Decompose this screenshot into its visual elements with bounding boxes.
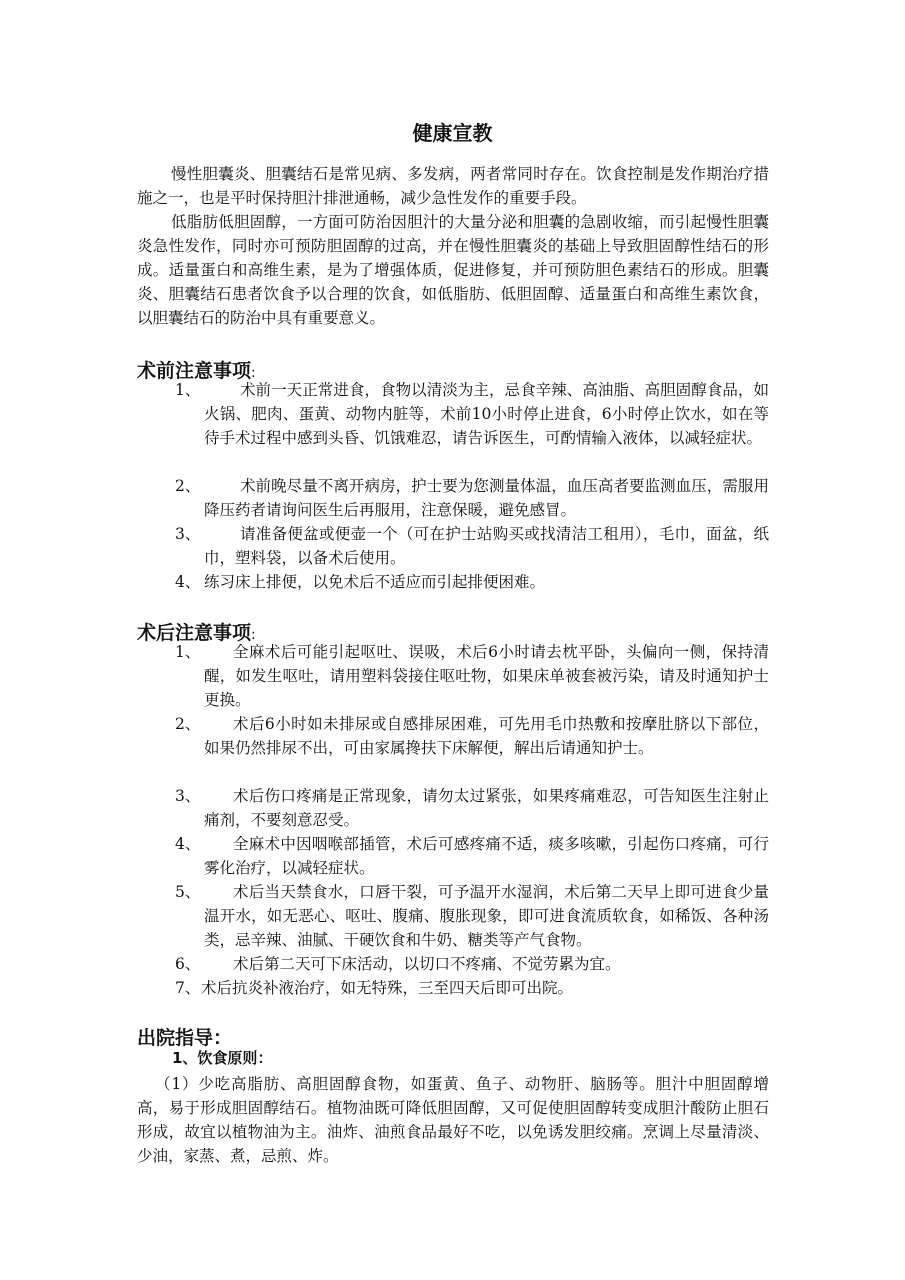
- intro-paragraph-1: 慢性胆囊炎、胆囊结石是常见病、多发病，两者常同时存在。饮食控制是发作期治疗措施之一，也是平时保持胆汁排泄通畅，减少急性发作的重要手段。: [137, 165, 769, 207]
- subheading-diet-principles: 1、饮食原则：: [172, 1049, 273, 1067]
- postop-item: [175, 712, 769, 760]
- postop-item: [175, 880, 769, 952]
- intro-paragraph-2: 低脂肪低胆固醇，一方面可防治因胆汁的大量分泌和胆囊的急剧收缩，而引起慢性胆囊炎急性发作，同时亦可预防胆固醇的过高，并在慢性胆囊炎的基础上导致胆固醇性结石的形成。适量蛋白和高维生素，是为了增强体质，促进修复，并可预防胆色素结石的形成。胆囊炎、胆囊结石患者饮食予以合理的饮食，如低脂肪、低胆固醇、适量蛋白和高维生素饮食，以胆囊结石的防治中具有重要意义。: [137, 213, 769, 327]
- postop-heading-text: 术后注意事项: [137, 622, 252, 644]
- preop-item: [175, 378, 769, 450]
- postop-item-number: 6、: [175, 955, 201, 973]
- section-heading-discharge: 出院指导：: [137, 1027, 233, 1049]
- postop-item-text: 术后第二天可下床活动，以切口不疼痛、不觉劳累为宜。: [233, 955, 621, 973]
- postop-item-number: 3、: [175, 787, 201, 805]
- postop-item: [175, 640, 769, 712]
- preop-item-number: 4、: [175, 573, 201, 591]
- preop-item-text: 术前晚尽量不离开病房，护士要为您测量体温，血压高者要监测血压，需服用降压药者请询问医生后再服用，注意保暖，避免感冒。: [204, 477, 769, 519]
- postop-item-text: 术后6小时如未排尿或自感排尿困难，可先用毛巾热敷和按摩肚脐以下部位，如果仍然排尿不出，可由家属搀扶下床解便，解出后请通知护士。: [204, 715, 769, 757]
- preop-heading-colon: :: [251, 365, 256, 381]
- preop-item-number: 2、: [175, 477, 201, 495]
- preop-item-text: 术前一天正常进食，食物以清淡为主，忌食辛辣、高油脂、高胆固醇食品，如火锅、肥肉、蛋黄、动物内脏等，术前10小时停止进食，6小时停止饮水，如在等待手术过程中感到头昏、饥饿难忍，请告诉医生，可酌情输入液体，以减轻症状。: [204, 381, 769, 447]
- preop-heading-text: 术前注意事项: [137, 360, 252, 382]
- postop-item-number: 5、: [175, 883, 201, 901]
- preop-item-number: 1、: [175, 381, 201, 399]
- postop-heading-colon: :: [251, 627, 256, 643]
- postop-item-number: 7、: [175, 979, 201, 997]
- postop-item-text: 术后抗炎补液治疗，如无特殊，三至四天后即可出院。: [201, 979, 574, 997]
- preop-item: [175, 522, 769, 570]
- postop-item: [175, 952, 769, 976]
- preop-item: [175, 474, 769, 522]
- preop-item-text: 练习床上排便，以免术后不适应而引起排便困难。: [204, 573, 546, 591]
- postop-item-number: 2、: [175, 715, 201, 733]
- postop-item-number: 4、: [175, 835, 201, 853]
- postop-item-text: 术后伤口疼痛是正常现象，请勿太过紧张，如果疼痛难忍，可告知医生注射止痛剂，不要刻意忍受。: [204, 787, 769, 829]
- postop-item-text: 全麻术后可能引起呕吐、误吸，术后6小时请去枕平卧，头偏向一侧，保持清醒，如发生呕吐，请用塑料袋接住呕吐物，如果床单被套被污染，请及时通知护士更换。: [204, 643, 769, 709]
- postop-item-text: 全麻术中因咽喉部插管，术后可感疼痛不适，痰多咳嗽，引起伤口疼痛，可行雾化治疗，以减轻症状。: [204, 835, 769, 877]
- preop-item: [175, 570, 769, 594]
- page-title: 健康宣教: [412, 121, 493, 145]
- preop-item-text: 请准备便盆或便壶一个（可在护士站购买或找清洁工租用），毛巾，面盆，纸巾，塑料袋，以备术后使用。: [204, 525, 769, 567]
- postop-item: [175, 976, 769, 1000]
- discharge-paragraph: （1）少吃高脂肪、高胆固醇食物，如蛋黄、鱼子、动物肝、脑肠等。胆汁中胆固醇增高，易于形成胆固醇结石。植物油既可降低胆固醇，又可促使胆固醇转变成胆汁酸防止胆石形成，故宜以植物油为主。油炸、油煎食品最好不吃，以免诱发胆绞痛。烹调上尽量清淡、少油，家蒸、煮，忌煎、炸。: [137, 1075, 769, 1165]
- postop-item: [175, 784, 769, 832]
- preop-item-number: 3、: [175, 525, 201, 543]
- postop-item: [175, 832, 769, 880]
- postop-item-number: 1、: [175, 643, 201, 661]
- postop-item-text: 术后当天禁食水，口唇干裂，可予温开水湿润，术后第二天早上即可进食少量温开水，如无恶心、呕吐、腹痛、腹胀现象，即可进食流质软食，如稀饭、各种汤类，忌辛辣、油腻、干硬饮食和牛奶、糖类等产气食物。: [204, 883, 769, 949]
